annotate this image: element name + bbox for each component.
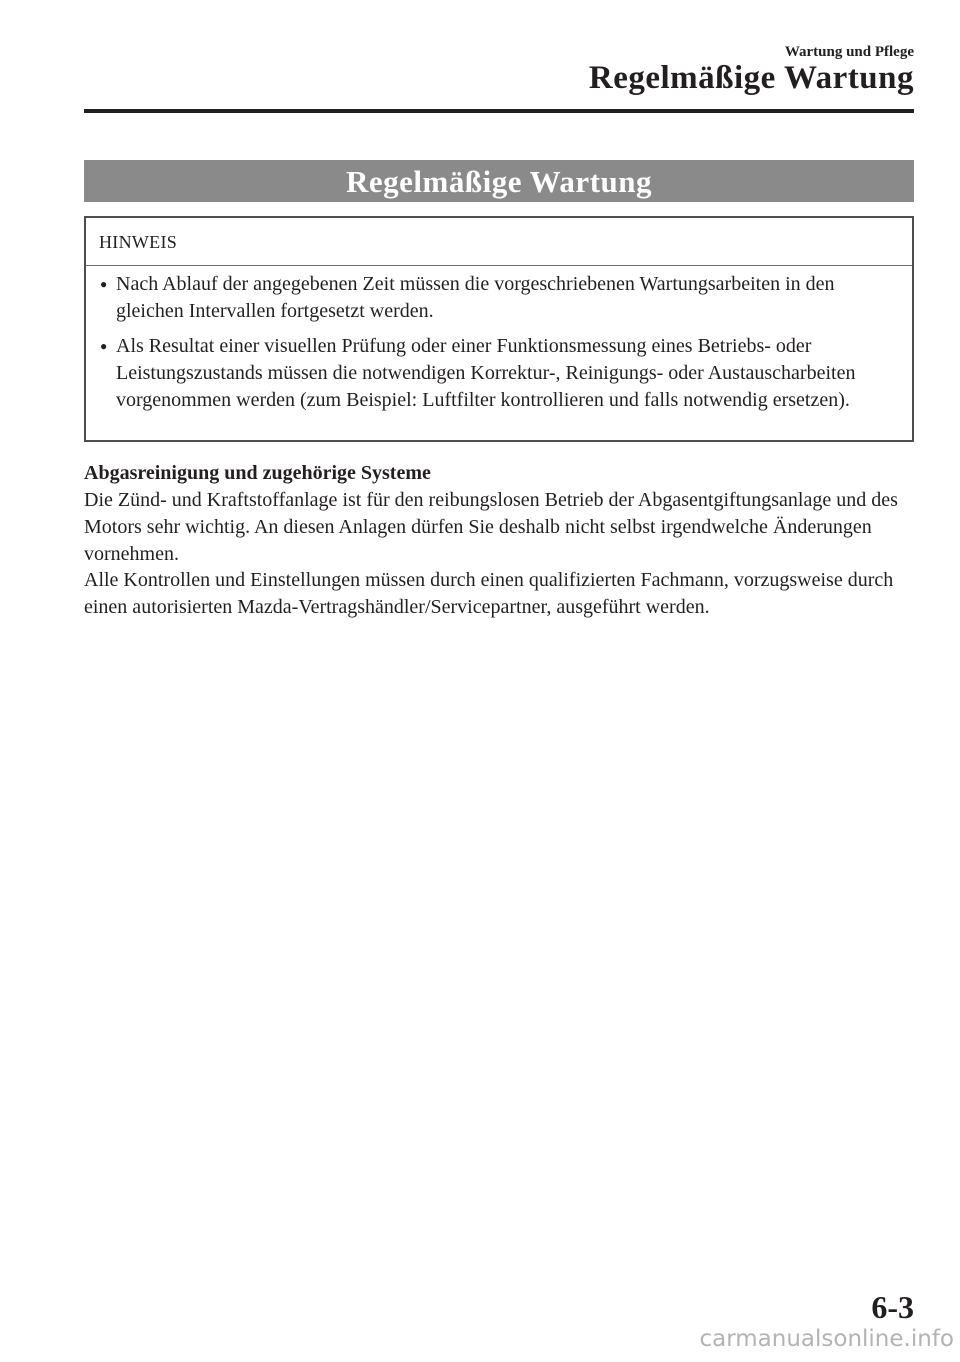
page-number: 6-3 [871,1289,914,1325]
page-header [84,0,914,116]
note-item-text: Als Resultat einer visuellen Prüfung oder einer Funktionsmessung eines Betriebs- oder Leistungszustands müssen die notwendigen Korrektur-, Reinigungs- oder Austauscharbeiten vorgenommen werden (zum Beispiel: Luftfilter kontrollieren und falls notwendig ersetzen). [116,335,856,411]
note-item-text: Nach Ablauf der angegebenen Zeit müssen die vorgeschriebenen Wartungsarbeiten in den gleichen Intervallen fortgesetzt werden. [116,273,835,322]
bullet-icon: ● [100,339,108,353]
note-divider [86,265,912,266]
note-list [86,271,912,422]
header-divider [84,109,914,113]
note-item [86,271,912,325]
header-title: Regelmäßige Wartung [588,60,914,96]
section-title-banner: Regelmäßige Wartung [84,160,914,202]
body-section [84,459,914,621]
watermark: carmanualsonline.info [699,1326,954,1352]
subheading: Abgasreinigung und zugehörige Systeme [84,462,431,484]
note-heading: HINWEIS [99,232,178,252]
body-paragraph: Die Zünd- und Kraftstoffanlage ist für den reibungslosen Betrieb der Abgasentgiftungsanlage und des Motors sehr wichtig. An diesen Anlagen dürfen Sie deshalb nicht selbst irgendwelche Änderungen vornehmen. [84,489,898,565]
bullet-icon: ● [100,277,108,291]
chapter-label: Wartung und Pflege [784,44,914,60]
body-paragraph: Alle Kontrollen und Einstellungen müssen durch einen qualifizierten Fachmann, vorzugsweise durch einen autorisierten Mazda-Vertragshändler/Servicepartner, ausgeführt werden. [84,569,894,619]
note-box [84,216,914,442]
note-item [86,333,912,414]
